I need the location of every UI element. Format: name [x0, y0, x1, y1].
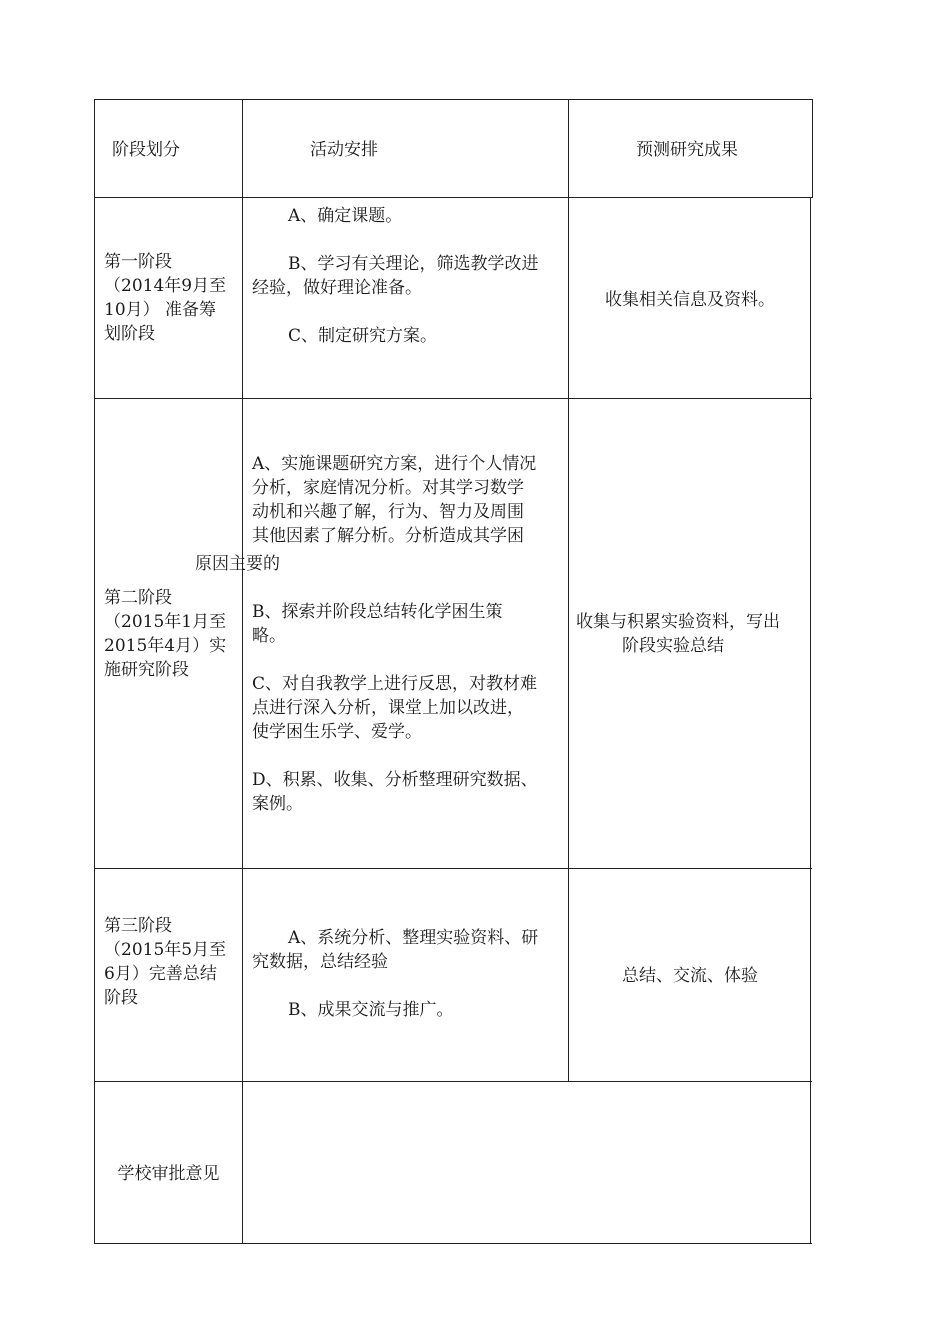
activity-2a-tail: 原因主要的 [195, 554, 280, 574]
activity-2b: B、探索并阶段总结转化学困生策 略。 [252, 602, 503, 646]
activity-2c: C、对自我教学上进行反思，对教材难 点进行深入分析，课堂上加以改进， 使学困生乐学、爱学。 [252, 674, 538, 742]
activity-1c: C、制定研究方案。 [288, 326, 438, 346]
stage-cell-3: 第三阶段 （2015年5月至 6月）完善总结 阶段 [104, 916, 227, 1008]
activity-3a-line2: 究数据，总结经验 [252, 952, 388, 972]
activity-3a-line1: A、系统分析、整理实验资料、研 [288, 928, 539, 948]
header-stage: 阶段划分 [112, 140, 180, 160]
stage-cell-2: 第二阶段 （2015年1月至 2015年4月）实 施研究阶段 [104, 588, 227, 680]
activity-1a: A、确定课题。 [288, 206, 403, 226]
activity-1b-line2: 经验，做好理论准备。 [252, 278, 422, 298]
activity-3b: B、成果交流与推广。 [288, 1000, 454, 1020]
result-1: 收集相关信息及资料。 [605, 290, 775, 310]
stage-cell-1: 第一阶段 （2014年9月至 10月） 准备筹 划阶段 [104, 252, 227, 344]
approval-label: 学校审批意见 [117, 1164, 220, 1184]
result-3: 总结、交流、体验 [622, 966, 758, 986]
activity-1b-line1: B、学习有关理论，筛选教学改进 [288, 254, 539, 274]
header-activity: 活动安排 [310, 140, 378, 160]
header-result: 预测研究成果 [636, 140, 738, 160]
activity-2d: D、积累、收集、分析整理研究数据、 案例。 [252, 770, 538, 814]
activity-2a: A、实施课题研究方案，进行个人情况 分析，家庭情况分析。对其学习数学 动机和兴趣了解，行为、智力及周围 其他因素了解分析。分析造成其学困 [252, 454, 537, 546]
result-2: 收集与积累实验资料，写出 阶段实验总结 [576, 612, 780, 656]
